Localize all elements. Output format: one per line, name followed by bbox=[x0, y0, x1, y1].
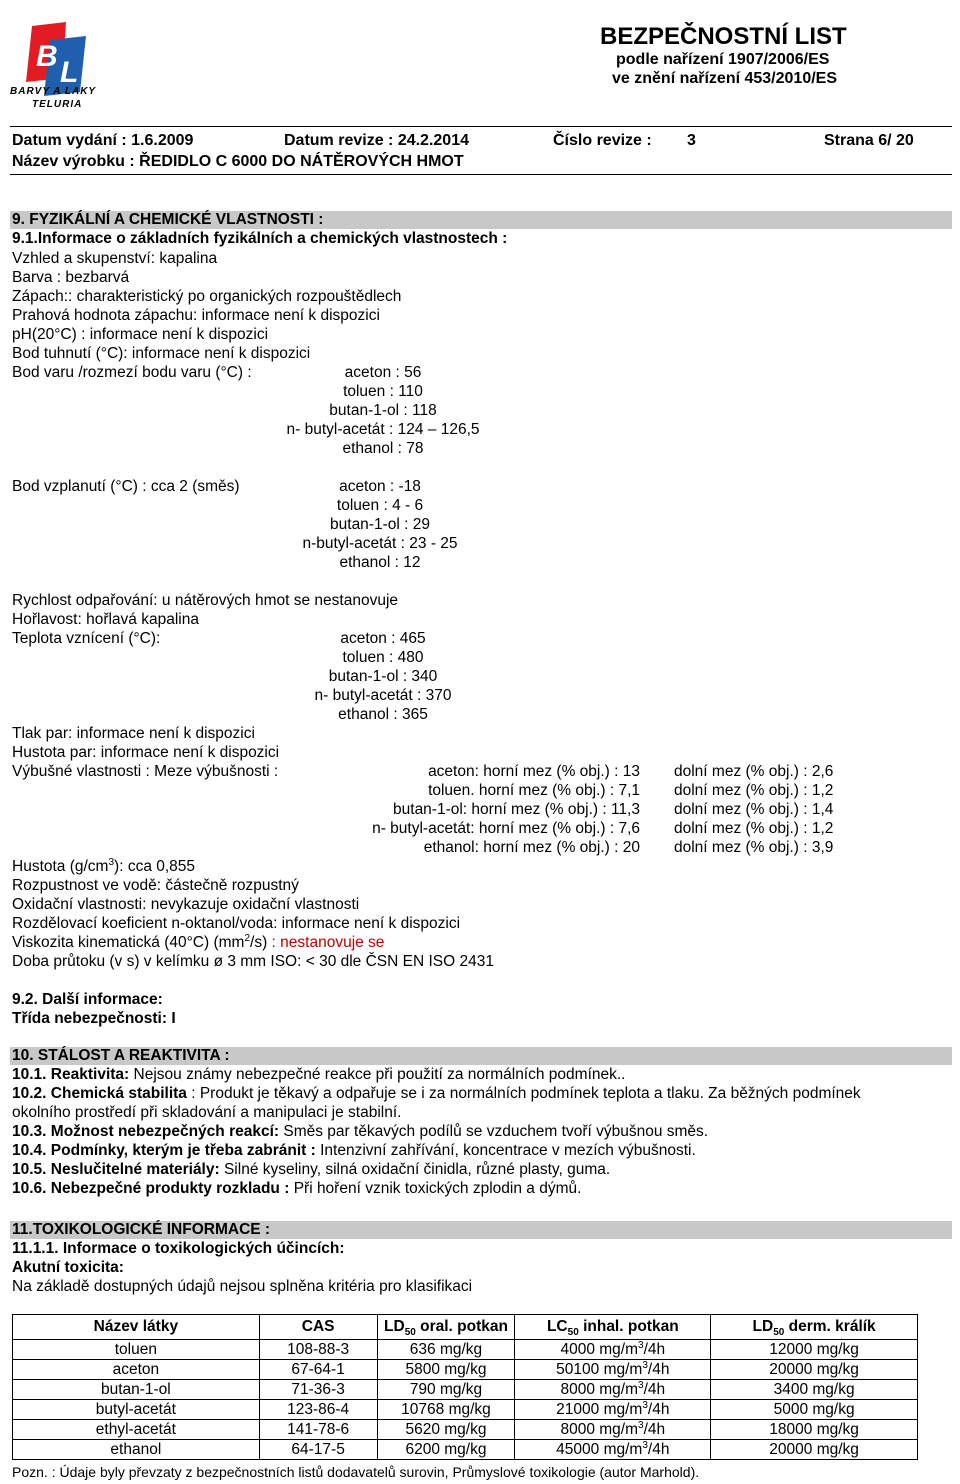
cell-substance: butan-1-ol bbox=[13, 1380, 260, 1400]
flash-point-value: ethanol : 12 bbox=[339, 554, 421, 571]
header-rule bbox=[10, 126, 952, 127]
stability-item bbox=[12, 1104, 401, 1122]
viscosity-unit-exponent: 2 bbox=[244, 932, 251, 944]
table-header-row bbox=[13, 1315, 918, 1340]
revision-date: Datum revize : 24.2.2014 bbox=[284, 132, 469, 149]
vapor-density: Hustota par: informace není k dispozici bbox=[12, 744, 280, 761]
item-heading: Možnost nebezpečných reakcí: bbox=[50, 1123, 280, 1140]
stability-item bbox=[12, 1180, 581, 1198]
table-row bbox=[13, 1380, 918, 1400]
table-row bbox=[13, 1340, 918, 1360]
cell-ld50-oral: 636 mg/kg bbox=[377, 1340, 515, 1360]
item-number: 10.4. bbox=[12, 1142, 47, 1159]
cell-ld50-derm: 20000 mg/kg bbox=[711, 1440, 918, 1460]
revision-number: 3 bbox=[687, 132, 696, 149]
flash-point-label: Bod vzplanutí (°C) : cca 2 (směs) bbox=[12, 478, 240, 495]
stability-item bbox=[12, 1123, 708, 1141]
col-ld50-oral: $LD_{50}$ oral. potkan bbox=[377, 1315, 515, 1340]
solubility: Rozpustnost ve vodě: částečně rozpustný bbox=[12, 877, 299, 894]
ignition-temperature-value: aceton : 465 bbox=[340, 630, 426, 647]
item-heading: Nebezpečné produkty rozkladu : bbox=[50, 1180, 290, 1197]
item-text: okolního prostředí při skladování a manipulaci je stabilní. bbox=[12, 1104, 402, 1121]
cell-cas: 108-88-3 bbox=[259, 1340, 377, 1360]
explosive-lower-limit: dolní mez (% obj.) : 1,4 bbox=[674, 801, 834, 818]
regulation-line-1: podle nařízení 1907/2006/ES bbox=[616, 51, 830, 68]
section-10-title: 10. STÁLOST A REAKTIVITA : bbox=[12, 1047, 230, 1064]
col-ld50-derm: $LD_{50}$ derm. králík bbox=[711, 1315, 918, 1340]
boiling-point-value: butan-1-ol : 118 bbox=[329, 402, 437, 419]
item-text: Směs par těkavých podílů se vzduchem tvoří výbušnou směs. bbox=[283, 1123, 709, 1140]
cell-cas: 123-86-4 bbox=[259, 1400, 377, 1420]
viscosity-value: : nestanovuje se bbox=[271, 934, 385, 951]
svg-text:L: L bbox=[60, 56, 79, 89]
toxicity-table bbox=[12, 1314, 918, 1460]
cell-ld50-oral: 5620 mg/kg bbox=[377, 1420, 515, 1440]
col-cas: CAS bbox=[259, 1315, 377, 1340]
table-row bbox=[13, 1440, 918, 1460]
cell-lc50-inhal: 8000 $mg/m^3/4h$ bbox=[515, 1420, 711, 1440]
item-heading: Reaktivita: bbox=[50, 1066, 130, 1083]
boiling-point-value: toluen : 110 bbox=[343, 383, 423, 400]
cell-ld50-derm: 3400 mg/kg bbox=[711, 1380, 918, 1400]
page-number: Strana 6/ 20 bbox=[824, 132, 914, 149]
flash-point-value: toluen : 4 - 6 bbox=[336, 497, 424, 514]
property-line: Bod tuhnutí (°C): informace není k dispozici bbox=[12, 345, 311, 362]
subsection-9-1: 9.1.Informace o základních fyzikálních a chemických vlastnostech : bbox=[12, 230, 508, 247]
document-title: BEZPEČNOSTNÍ LIST bbox=[600, 23, 847, 50]
cell-ld50-derm: 18000 mg/kg bbox=[711, 1420, 918, 1440]
item-text: Při hoření vznik toxických zplodin a dýmů. bbox=[293, 1180, 582, 1197]
explosive-lower-limit: dolní mez (% obj.) : 2,6 bbox=[674, 763, 834, 780]
table-footnote: Pozn. : Údaje byly převzaty z bezpečnostních listů dodavatelů surovin, Průmyslové toxikologie (autor Marhold). bbox=[12, 1464, 700, 1480]
item-heading: Chemická stabilita bbox=[50, 1085, 187, 1102]
property-line: Barva : bezbarvá bbox=[12, 269, 130, 286]
cell-lc50-inhal: 21000 $mg/m^3/4h$ bbox=[515, 1400, 711, 1420]
table-row bbox=[13, 1360, 918, 1380]
explosive-upper-limit: n- butyl-acetát: horní mez (% obj.) : 7,6 bbox=[372, 820, 640, 837]
item-text: : Produkt je těkavý a odpařuje se i za normálních podmínek teplota a tlaku. Za běžných podmínek bbox=[191, 1085, 861, 1102]
property-line: pH(20°C) : informace není k dispozici bbox=[12, 326, 269, 343]
hazard-class: Třída nebezpečnosti: I bbox=[12, 1010, 176, 1027]
boiling-point-value: ethanol : 78 bbox=[342, 440, 424, 457]
cell-substance: toluen bbox=[13, 1340, 260, 1360]
viscosity-label: Viskozita kinematická (40°C) (mm bbox=[12, 934, 245, 951]
acute-toxicity-heading: Akutní toxicita: bbox=[12, 1259, 124, 1276]
flow-time: Doba průtoku (v s) v kelímku ø 3 mm ISO: < 30 dle ČSN EN ISO 2431 bbox=[12, 953, 494, 970]
cell-substance: butyl-acetát bbox=[13, 1400, 260, 1420]
col-lc50-inhal: $LC_{50}$ inhal. potkan bbox=[515, 1315, 711, 1340]
cell-substance: ethyl-acetát bbox=[13, 1420, 260, 1440]
cell-substance: ethanol bbox=[13, 1440, 260, 1460]
stability-item bbox=[12, 1066, 625, 1084]
explosive-lower-limit: dolní mez (% obj.) : 1,2 bbox=[674, 782, 834, 799]
col-substance: Název látky bbox=[13, 1315, 260, 1340]
item-text: Silné kyseliny, silná oxidační činidla, různé plasty, guma. bbox=[223, 1161, 611, 1178]
cell-substance: aceton bbox=[13, 1360, 260, 1380]
regulation-line-2: ve znění nařízení 453/2010/ES bbox=[612, 70, 838, 87]
flammability: Hořlavost: hořlavá kapalina bbox=[12, 611, 199, 628]
product-name: Název výrobku : ŘEDIDLO C 6000 DO NÁTĚROVÝCH HMOT bbox=[12, 153, 464, 170]
svg-text:B: B bbox=[36, 40, 58, 73]
cell-lc50-inhal: 50100 $mg/m^3/4h$ bbox=[515, 1360, 711, 1380]
vapor-pressure: Tlak par: informace není k dispozici bbox=[12, 725, 255, 742]
density-label: Hustota (g/cm bbox=[12, 858, 109, 875]
item-number: 10.5. bbox=[12, 1161, 47, 1178]
ignition-temperature-value: toluen : 480 bbox=[342, 649, 424, 666]
company-logo bbox=[10, 20, 112, 114]
item-heading: Neslučitelné materiály: bbox=[50, 1161, 220, 1178]
cell-ld50-oral: 790 mg/kg bbox=[377, 1380, 515, 1400]
item-text: Intenzivní zahřívání, koncentrace v mezích výbušnosti. bbox=[320, 1142, 696, 1159]
explosive-upper-limit: toluen. horní mez (% obj.) : 7,1 bbox=[428, 782, 640, 799]
ignition-temperature-label: Teplota vznícení (°C): bbox=[12, 630, 161, 647]
oxidizing-properties: Oxidační vlastnosti: nevykazuje oxidační vlastnosti bbox=[12, 896, 360, 913]
section-10-header bbox=[10, 1047, 952, 1065]
density-unit-exponent: 3 bbox=[108, 856, 115, 868]
explosive-limits-label: Výbušné vlastnosti : Meze výbušnosti : bbox=[12, 763, 279, 780]
cell-lc50-inhal: 4000 $mg/m^3/4h$ bbox=[515, 1340, 711, 1360]
stability-item bbox=[12, 1085, 861, 1103]
logo-text-2: TELURIA bbox=[32, 99, 83, 110]
property-line: Vzhled a skupenství: kapalina bbox=[12, 250, 218, 267]
viscosity-unit-tail: /s) bbox=[250, 934, 268, 951]
cell-cas: 67-64-1 bbox=[259, 1360, 377, 1380]
viscosity bbox=[12, 934, 384, 952]
flash-point-value: butan-1-ol : 29 bbox=[330, 516, 430, 533]
table-row bbox=[13, 1420, 918, 1440]
boiling-point-value: aceton : 56 bbox=[344, 364, 422, 381]
cell-ld50-oral: 6200 mg/kg bbox=[377, 1440, 515, 1460]
ignition-temperature-value: n- butyl-acetát : 370 bbox=[314, 687, 452, 704]
property-line: Zápach:: charakteristický po organických rozpouštědlech bbox=[12, 288, 402, 305]
cell-ld50-derm: 20000 mg/kg bbox=[711, 1360, 918, 1380]
density-value: ): cca 0,855 bbox=[114, 858, 196, 875]
subsection-11-1-1: 11.1.1. Informace o toxikologických účincích: bbox=[12, 1240, 345, 1257]
boiling-point-value: n- butyl-acetát : 124 – 126,5 bbox=[286, 421, 480, 438]
section-11-header bbox=[10, 1221, 952, 1239]
item-number: 10.2. bbox=[12, 1085, 47, 1102]
ignition-temperature-value: butan-1-ol : 340 bbox=[328, 668, 438, 685]
flash-point-value: aceton : -18 bbox=[339, 478, 421, 495]
evaporation-rate: Rychlost odpařování: u nátěrových hmot se nestanovuje bbox=[12, 592, 399, 609]
issue-date: Datum vydání : 1.6.2009 bbox=[12, 132, 194, 149]
cell-lc50-inhal: 45000 $mg/m^3/4h$ bbox=[515, 1440, 711, 1460]
cell-ld50-derm: 5000 mg/kg bbox=[711, 1400, 918, 1420]
item-number: 10.1. bbox=[12, 1066, 47, 1083]
item-number: 10.6. bbox=[12, 1180, 47, 1197]
cell-ld50-derm: 12000 mg/kg bbox=[711, 1340, 918, 1360]
section-9-title: 9. FYZIKÁLNÍ A CHEMICKÉ VLASTNOSTI : bbox=[12, 211, 324, 228]
cell-cas: 71-36-3 bbox=[259, 1380, 377, 1400]
item-text: Nejsou známy nebezpečné reakce při použití za normálních podmínek.. bbox=[133, 1066, 626, 1083]
boiling-point-label: Bod varu /rozmezí bodu varu (°C) : bbox=[12, 364, 252, 381]
subsection-9-2: 9.2. Další informace: bbox=[12, 991, 163, 1008]
explosive-lower-limit: dolní mez (% obj.) : 1,2 bbox=[674, 820, 834, 837]
explosive-upper-limit: aceton: horní mez (% obj.) : 13 bbox=[428, 763, 640, 780]
explosive-lower-limit: dolní mez (% obj.) : 3,9 bbox=[674, 839, 834, 856]
logo-text-1: BARVY A LAKY bbox=[10, 86, 97, 97]
partition-coefficient: Rozdělovací koeficient n-oktanol/voda: informace není k dispozici bbox=[12, 915, 461, 932]
cell-cas: 141-78-6 bbox=[259, 1420, 377, 1440]
density bbox=[12, 858, 195, 876]
cell-ld50-oral: 10768 mg/kg bbox=[377, 1400, 515, 1420]
item-heading: Podmínky, kterým je třeba zabránit : bbox=[50, 1142, 316, 1159]
section-11-title: 11.TOXIKOLOGICKÉ INFORMACE : bbox=[12, 1221, 271, 1238]
property-line: Prahová hodnota zápachu: informace není k dispozici bbox=[12, 307, 380, 324]
stability-item bbox=[12, 1142, 696, 1160]
meta-rule bbox=[10, 174, 952, 175]
item-number: 10.3. bbox=[12, 1123, 47, 1140]
flash-point-value: n-butyl-acetát : 23 - 25 bbox=[302, 535, 458, 552]
explosive-upper-limit: butan-1-ol: horní mez (% obj.) : 11,3 bbox=[393, 801, 640, 818]
cell-lc50-inhal: 8000 $mg/m^3/4h$ bbox=[515, 1380, 711, 1400]
cell-ld50-oral: 5800 mg/kg bbox=[377, 1360, 515, 1380]
revision-number-label: Číslo revize : bbox=[553, 132, 652, 149]
ignition-temperature-value: ethanol : 365 bbox=[338, 706, 428, 723]
section-9-header bbox=[10, 211, 952, 229]
explosive-upper-limit: ethanol: horní mez (% obj.) : 20 bbox=[423, 839, 640, 856]
table-row bbox=[13, 1400, 918, 1420]
classification-note: Na základě dostupných údajů nejsou splněna kritéria pro klasifikaci bbox=[12, 1278, 473, 1295]
cell-cas: 64-17-5 bbox=[259, 1440, 377, 1460]
stability-item bbox=[12, 1161, 610, 1179]
